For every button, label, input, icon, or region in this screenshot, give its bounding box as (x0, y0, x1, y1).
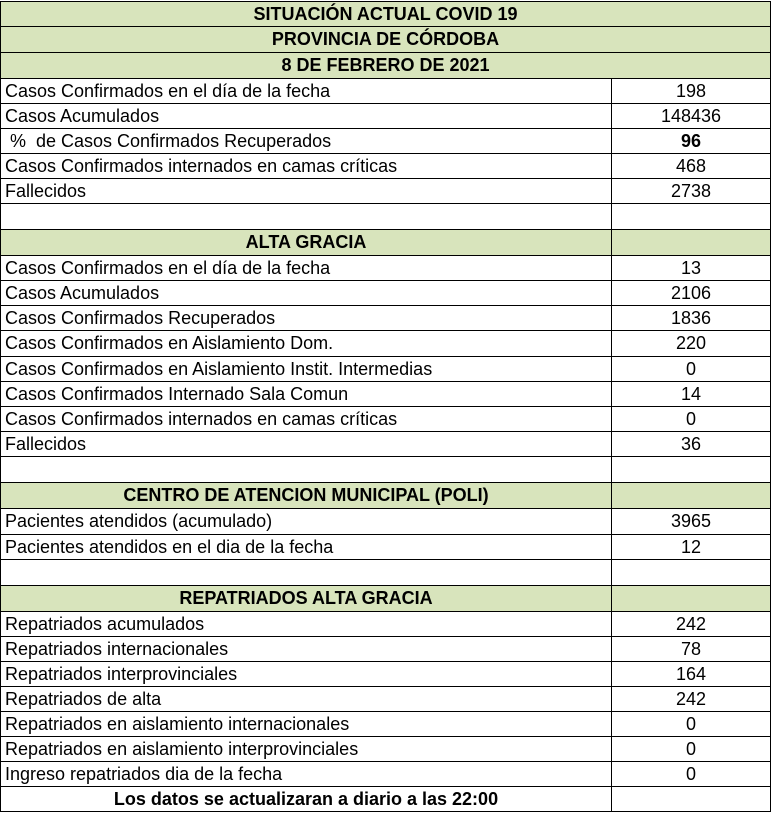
empty-cell (612, 204, 771, 230)
spacer-row (0, 457, 771, 483)
empty-cell (0, 560, 612, 586)
row-label: Ingreso repatriados dia de la fecha (0, 762, 612, 787)
row-label: Casos Acumulados (0, 104, 612, 129)
row-label: % de Casos Confirmados Recuperados (0, 129, 612, 154)
table-row (0, 535, 771, 560)
centro-section-title: CENTRO DE ATENCION MUNICIPAL (POLI) (0, 483, 612, 509)
empty-cell (612, 230, 771, 256)
table-row (0, 762, 771, 787)
empty-cell (612, 787, 771, 812)
title-row-1 (0, 1, 771, 27)
row-value: 0 (612, 762, 771, 787)
row-label: Casos Confirmados en Aislamiento Instit. Intermedias (0, 357, 612, 382)
row-value: 3965 (612, 509, 771, 535)
empty-cell (612, 483, 771, 509)
update-note: Los datos se actualizaran a diario a las 22:00 (0, 787, 612, 812)
table-row (0, 637, 771, 662)
row-value: 468 (612, 154, 771, 179)
repatriados-section-title: REPATRIADOS ALTA GRACIA (0, 586, 612, 612)
row-value: 2738 (612, 179, 771, 204)
table-row (0, 509, 771, 535)
row-label: Casos Confirmados Internado Sala Comun (0, 382, 612, 407)
table-row (0, 382, 771, 407)
row-label: Casos Confirmados en Aislamiento Dom. (0, 331, 612, 357)
row-label: Pacientes atendidos en el dia de la fecha (0, 535, 612, 560)
table-row (0, 737, 771, 762)
row-value: 14 (612, 382, 771, 407)
section-header-row (0, 230, 771, 256)
row-label: Casos Confirmados en el día de la fecha (0, 256, 612, 281)
table-row (0, 256, 771, 281)
table-row (0, 179, 771, 204)
row-value: 36 (612, 432, 771, 457)
title-row-2 (0, 27, 771, 53)
row-value: 0 (612, 357, 771, 382)
row-value: 13 (612, 256, 771, 281)
table-row (0, 432, 771, 457)
row-label: Repatriados de alta (0, 687, 612, 712)
row-value: 242 (612, 612, 771, 637)
table-row (0, 306, 771, 331)
row-value: 0 (612, 737, 771, 762)
table-row (0, 154, 771, 179)
row-label: Repatriados acumulados (0, 612, 612, 637)
empty-cell (612, 560, 771, 586)
row-label: Casos Confirmados internados en camas críticas (0, 154, 612, 179)
row-value: 0 (612, 712, 771, 737)
empty-cell (0, 204, 612, 230)
table-row (0, 281, 771, 306)
table-row (0, 712, 771, 737)
empty-cell (0, 457, 612, 483)
row-value: 2106 (612, 281, 771, 306)
table-row (0, 331, 771, 357)
section-header-row (0, 586, 771, 612)
section-header-row (0, 483, 771, 509)
spacer-row (0, 560, 771, 586)
table-row (0, 357, 771, 382)
row-value: 164 (612, 662, 771, 687)
report-date: 8 DE FEBRERO DE 2021 (0, 53, 771, 79)
row-value: 242 (612, 687, 771, 712)
table-row (0, 79, 771, 104)
row-value: 96 (612, 129, 771, 154)
row-value: 12 (612, 535, 771, 560)
table-row (0, 407, 771, 432)
row-value: 220 (612, 331, 771, 357)
title-row-3 (0, 53, 771, 79)
row-label: Fallecidos (0, 432, 612, 457)
row-value: 78 (612, 637, 771, 662)
empty-cell (612, 586, 771, 612)
row-label: Repatriados internacionales (0, 637, 612, 662)
province-title: PROVINCIA DE CÓRDOBA (0, 27, 771, 53)
spacer-row (0, 204, 771, 230)
row-label: Fallecidos (0, 179, 612, 204)
table-row (0, 129, 771, 154)
row-label: Casos Acumulados (0, 281, 612, 306)
row-label: Casos Confirmados en el día de la fecha (0, 79, 612, 104)
row-value: 1836 (612, 306, 771, 331)
empty-cell (612, 457, 771, 483)
row-value: 148436 (612, 104, 771, 129)
row-value: 0 (612, 407, 771, 432)
row-value: 198 (612, 79, 771, 104)
footer-row (0, 787, 771, 812)
row-label: Casos Confirmados Recuperados (0, 306, 612, 331)
table-row (0, 104, 771, 129)
table-row (0, 612, 771, 637)
row-label: Pacientes atendidos (acumulado) (0, 509, 612, 535)
table-row (0, 662, 771, 687)
alta-gracia-section-title: ALTA GRACIA (0, 230, 612, 256)
row-label: Repatriados interprovinciales (0, 662, 612, 687)
table-row (0, 687, 771, 712)
row-label: Casos Confirmados internados en camas críticas (0, 407, 612, 432)
report-title: SITUACIÓN ACTUAL COVID 19 (0, 2, 771, 27)
row-label: Repatriados en aislamiento internacionales (0, 712, 612, 737)
row-label: Repatriados en aislamiento interprovinciales (0, 737, 612, 762)
